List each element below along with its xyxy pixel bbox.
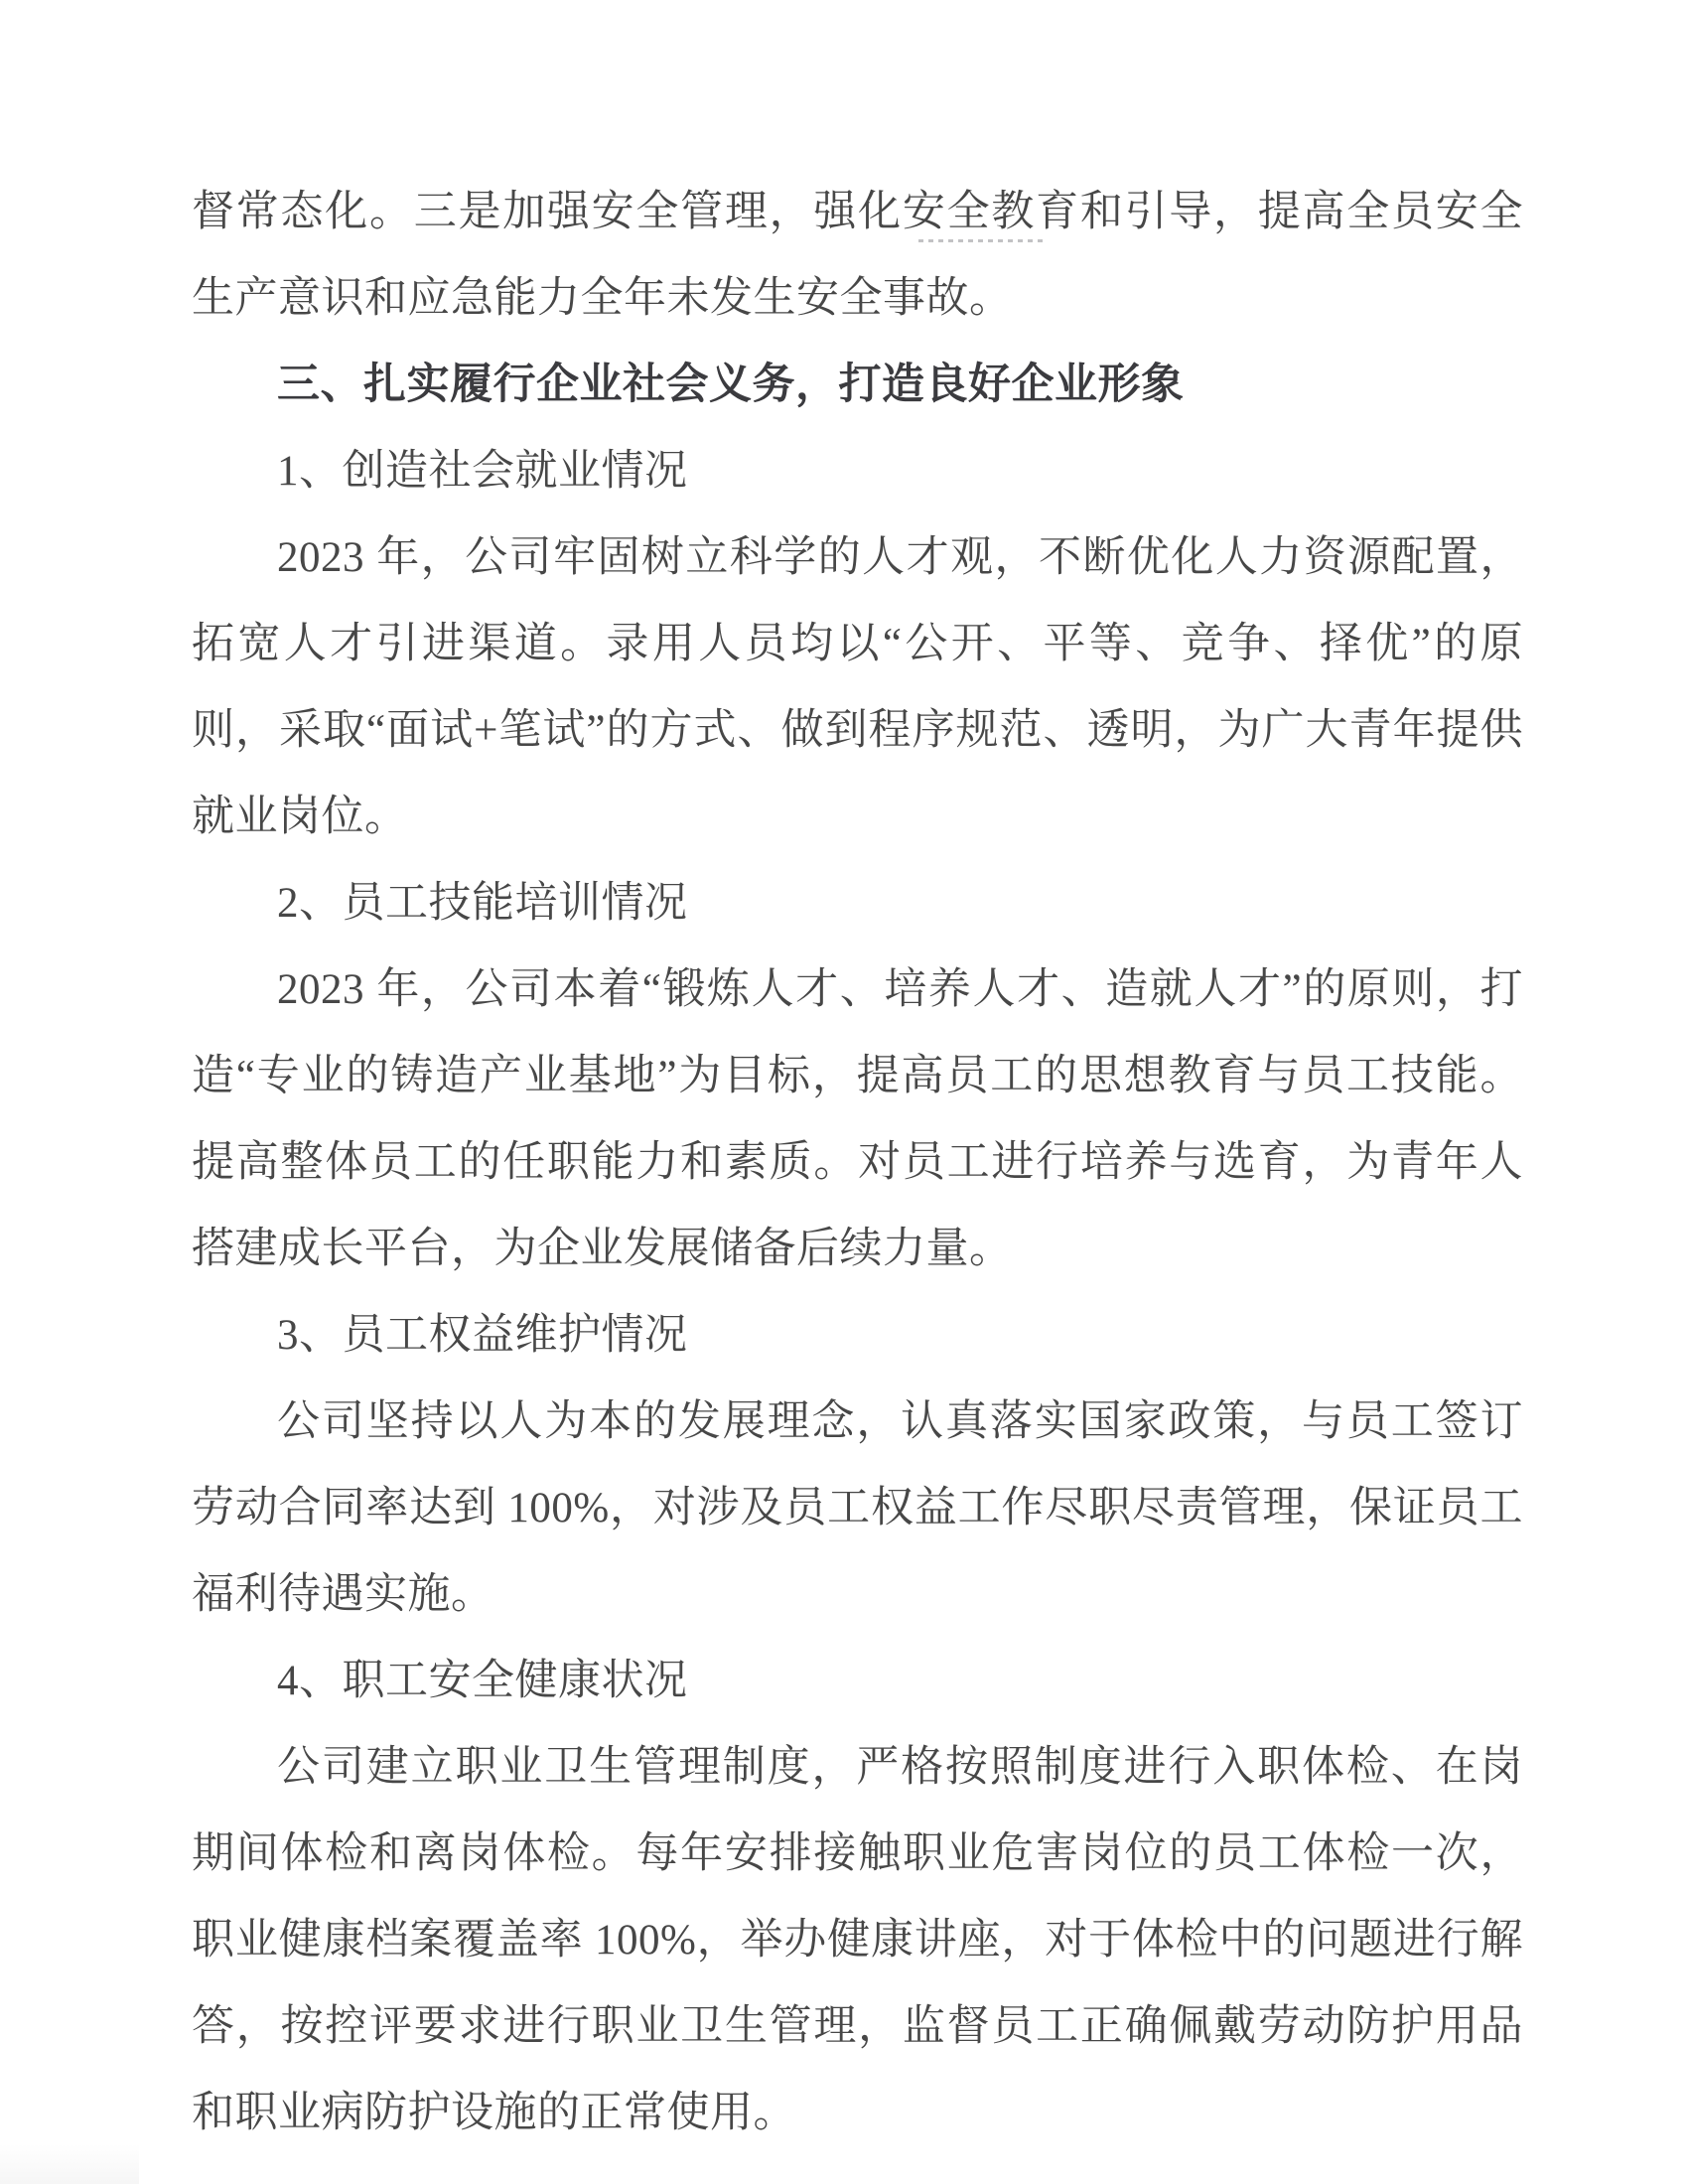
subheading-skill-training: 2、员工技能培训情况	[277, 880, 688, 927]
paragraph-health-safety: 公司建立职业卫生管理制度，严格按照制度进行入职体检、在岗期间体检和离岗体检。每年安排接触职业危害岗位的员工体检一次，职业健康档案覆盖率 100%，举办健康讲座，对于体检中的问题进行解答，按控评要求进行职业卫生管理，监督员工正确佩戴劳动防护用品和职业病防护设施的正常使用。	[192, 1744, 1523, 2136]
paragraph-skill-training: 2023 年，公司本着“锻炼人才、培养人才、造就人才”的原则，打造“专业的铸造产业基地”为目标，提高员工的思想教育与员工技能。提高整体员工的任职能力和素质。对员工进行培养与选育，为青年人搭建成长平台，为企业发展储备后续力量。	[192, 966, 1523, 1272]
subheading-health-safety: 4、职工安全健康状况	[277, 1658, 688, 1704]
subheading-rights-protection: 3、员工权益维护情况	[277, 1312, 688, 1359]
paragraph-rights-protection: 公司坚持以人为本的发展理念，认真落实国家政策，与员工签订劳动合同率达到 100%，对涉及员工权益工作尽职尽责管理，保证员工福利待遇实施。	[192, 1398, 1523, 1618]
subheading-employment-creation: 1、创造社会就业情况	[277, 448, 688, 495]
section-heading-social-duty: 三、扎实履行企业社会义务，打造良好企业形象	[277, 362, 1185, 408]
paragraph-safety-continuation: 督常态化。三是加强安全管理，强化安全教育和引导，提高全员安全生产意识和应急能力全年未发生安全事故。	[192, 189, 1523, 322]
paragraph-employment-creation: 2023 年，公司牢固树立科学的人才观，不断优化人力资源配置，拓宽人才引进渠道。录用人员均以“公开、平等、竞争、择优”的原则，采取“面试+笔试”的方式、做到程序规范、透明，为广大青年提供就业岗位。	[192, 534, 1523, 840]
document-content	[192, 169, 1523, 2156]
scan-artifact-smudge	[0, 2144, 139, 2184]
